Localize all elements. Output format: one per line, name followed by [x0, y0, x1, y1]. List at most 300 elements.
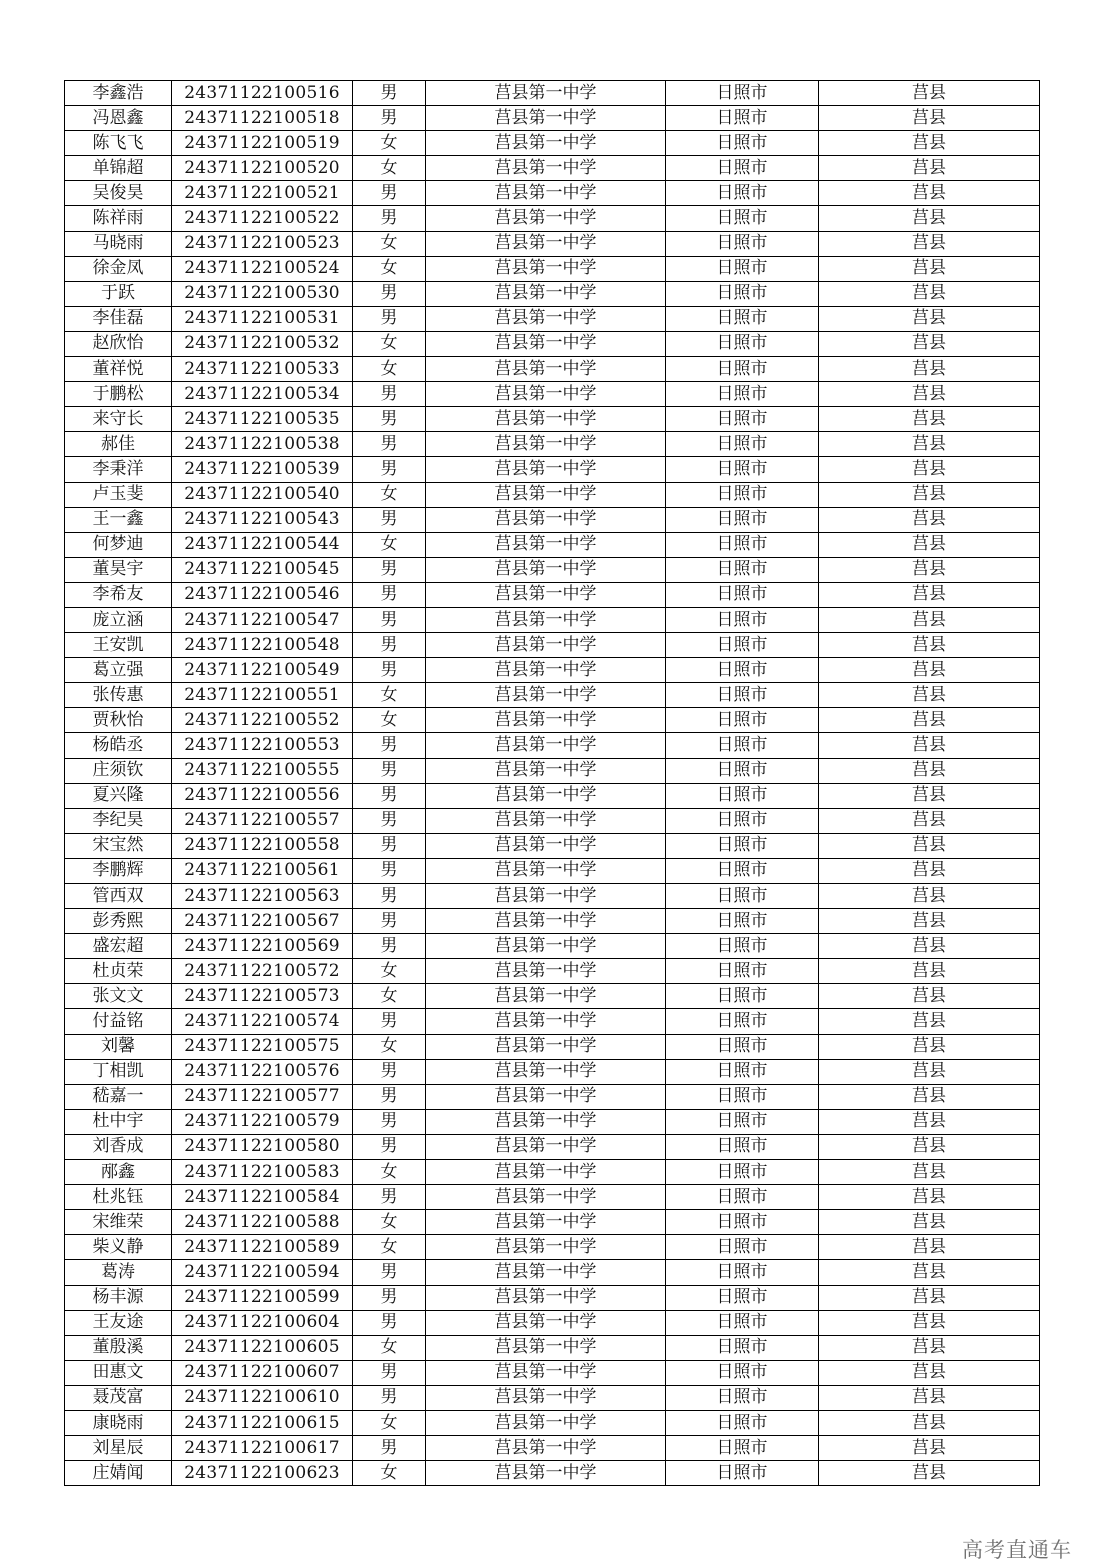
table-row: [65, 733, 1040, 758]
gender-cell: 女: [353, 331, 426, 356]
student-name-cell: 吴俊昊: [65, 181, 172, 206]
student-name-cell: 王友途: [65, 1310, 172, 1335]
county-cell: 莒县: [819, 1360, 1040, 1385]
school-name-cell: 莒县第一中学: [426, 959, 666, 984]
county-cell: 莒县: [819, 733, 1040, 758]
school-name-cell: 莒县第一中学: [426, 331, 666, 356]
school-name-cell: 莒县第一中学: [426, 106, 666, 131]
gender-cell: 男: [353, 833, 426, 858]
city-cell: 日照市: [666, 607, 819, 632]
table-row: [65, 181, 1040, 206]
city-cell: 日照市: [666, 833, 819, 858]
county-cell: 莒县: [819, 81, 1040, 106]
school-name-cell: 莒县第一中学: [426, 1335, 666, 1360]
student-name-cell: 邴鑫: [65, 1160, 172, 1185]
table-row: [65, 1235, 1040, 1260]
county-cell: 莒县: [819, 1185, 1040, 1210]
gender-cell: 男: [353, 407, 426, 432]
county-cell: 莒县: [819, 557, 1040, 582]
county-cell: 莒县: [819, 1134, 1040, 1159]
exam-number-cell: 24371122100557: [172, 808, 353, 833]
gender-cell: 女: [353, 1335, 426, 1360]
exam-number-cell: 24371122100594: [172, 1260, 353, 1285]
student-name-cell: 郝佳: [65, 432, 172, 457]
exam-number-cell: 24371122100524: [172, 256, 353, 281]
student-name-cell: 杨丰源: [65, 1285, 172, 1310]
school-name-cell: 莒县第一中学: [426, 206, 666, 231]
city-cell: 日照市: [666, 156, 819, 181]
city-cell: 日照市: [666, 1034, 819, 1059]
exam-number-cell: 24371122100583: [172, 1160, 353, 1185]
county-cell: 莒县: [819, 357, 1040, 382]
gender-cell: 男: [353, 1385, 426, 1410]
school-name-cell: 莒县第一中学: [426, 131, 666, 156]
table-row: [65, 1034, 1040, 1059]
table-row: [65, 81, 1040, 106]
gender-cell: 男: [353, 633, 426, 658]
county-cell: 莒县: [819, 1009, 1040, 1034]
gender-cell: 男: [353, 1059, 426, 1084]
gender-cell: 女: [353, 357, 426, 382]
county-cell: 莒县: [819, 1461, 1040, 1486]
school-name-cell: 莒县第一中学: [426, 81, 666, 106]
table-row: [65, 909, 1040, 934]
table-row: [65, 1410, 1040, 1435]
exam-number-cell: 24371122100607: [172, 1360, 353, 1385]
city-cell: 日照市: [666, 457, 819, 482]
gender-cell: 女: [353, 1235, 426, 1260]
student-name-cell: 付益铭: [65, 1009, 172, 1034]
county-cell: 莒县: [819, 1335, 1040, 1360]
exam-number-cell: 24371122100573: [172, 984, 353, 1009]
gender-cell: 男: [353, 507, 426, 532]
county-cell: 莒县: [819, 909, 1040, 934]
school-name-cell: 莒县第一中学: [426, 457, 666, 482]
gender-cell: 男: [353, 658, 426, 683]
exam-number-cell: 24371122100575: [172, 1034, 353, 1059]
gender-cell: 女: [353, 1160, 426, 1185]
county-cell: 莒县: [819, 156, 1040, 181]
table-row: [65, 1009, 1040, 1034]
student-name-cell: 赵欣怡: [65, 331, 172, 356]
exam-number-cell: 24371122100604: [172, 1310, 353, 1335]
school-name-cell: 莒县第一中学: [426, 1285, 666, 1310]
student-name-cell: 彭秀熙: [65, 909, 172, 934]
gender-cell: 男: [353, 733, 426, 758]
student-name-cell: 嵇嘉一: [65, 1084, 172, 1109]
city-cell: 日照市: [666, 909, 819, 934]
gender-cell: 男: [353, 934, 426, 959]
county-cell: 莒县: [819, 858, 1040, 883]
school-name-cell: 莒县第一中学: [426, 984, 666, 1009]
city-cell: 日照市: [666, 1260, 819, 1285]
county-cell: 莒县: [819, 432, 1040, 457]
county-cell: 莒县: [819, 808, 1040, 833]
gender-cell: 女: [353, 683, 426, 708]
table-row: [65, 482, 1040, 507]
county-cell: 莒县: [819, 683, 1040, 708]
county-cell: 莒县: [819, 306, 1040, 331]
table-row: [65, 607, 1040, 632]
school-name-cell: 莒县第一中学: [426, 231, 666, 256]
county-cell: 莒县: [819, 482, 1040, 507]
city-cell: 日照市: [666, 281, 819, 306]
student-name-cell: 李纪昊: [65, 808, 172, 833]
student-name-cell: 杜中宇: [65, 1109, 172, 1134]
city-cell: 日照市: [666, 1134, 819, 1159]
table-row: [65, 407, 1040, 432]
gender-cell: 男: [353, 106, 426, 131]
gender-cell: 女: [353, 1461, 426, 1486]
county-cell: 莒县: [819, 934, 1040, 959]
exam-number-cell: 24371122100549: [172, 658, 353, 683]
school-name-cell: 莒县第一中学: [426, 783, 666, 808]
exam-number-cell: 24371122100521: [172, 181, 353, 206]
gender-cell: 男: [353, 1009, 426, 1034]
student-roster-table: [64, 80, 1040, 1486]
exam-number-cell: 24371122100556: [172, 783, 353, 808]
exam-number-cell: 24371122100531: [172, 306, 353, 331]
exam-number-cell: 24371122100588: [172, 1210, 353, 1235]
county-cell: 莒县: [819, 1160, 1040, 1185]
city-cell: 日照市: [666, 733, 819, 758]
watermark-text: 高考直通车: [962, 1538, 1072, 1562]
gender-cell: 女: [353, 231, 426, 256]
gender-cell: 男: [353, 1260, 426, 1285]
exam-number-cell: 24371122100548: [172, 633, 353, 658]
roster-body: [65, 81, 1040, 1486]
table-row: [65, 231, 1040, 256]
school-name-cell: 莒县第一中学: [426, 934, 666, 959]
gender-cell: 男: [353, 1436, 426, 1461]
city-cell: 日照市: [666, 934, 819, 959]
student-name-cell: 李希友: [65, 582, 172, 607]
city-cell: 日照市: [666, 858, 819, 883]
gender-cell: 男: [353, 432, 426, 457]
city-cell: 日照市: [666, 1210, 819, 1235]
table-row: [65, 1134, 1040, 1159]
exam-number-cell: 24371122100540: [172, 482, 353, 507]
exam-number-cell: 24371122100551: [172, 683, 353, 708]
gender-cell: 男: [353, 607, 426, 632]
city-cell: 日照市: [666, 1410, 819, 1435]
gender-cell: 女: [353, 959, 426, 984]
school-name-cell: 莒县第一中学: [426, 1160, 666, 1185]
city-cell: 日照市: [666, 1385, 819, 1410]
school-name-cell: 莒县第一中学: [426, 181, 666, 206]
exam-number-cell: 24371122100580: [172, 1134, 353, 1159]
school-name-cell: 莒县第一中学: [426, 1210, 666, 1235]
county-cell: 莒县: [819, 1235, 1040, 1260]
student-name-cell: 贾秋怡: [65, 708, 172, 733]
city-cell: 日照市: [666, 1461, 819, 1486]
exam-number-cell: 24371122100623: [172, 1461, 353, 1486]
gender-cell: 女: [353, 256, 426, 281]
table-row: [65, 1160, 1040, 1185]
school-name-cell: 莒县第一中学: [426, 306, 666, 331]
county-cell: 莒县: [819, 1310, 1040, 1335]
gender-cell: 男: [353, 1310, 426, 1335]
school-name-cell: 莒县第一中学: [426, 482, 666, 507]
gender-cell: 女: [353, 482, 426, 507]
school-name-cell: 莒县第一中学: [426, 1134, 666, 1159]
student-name-cell: 张文文: [65, 984, 172, 1009]
school-name-cell: 莒县第一中学: [426, 1235, 666, 1260]
city-cell: 日照市: [666, 1059, 819, 1084]
county-cell: 莒县: [819, 407, 1040, 432]
city-cell: 日照市: [666, 1084, 819, 1109]
county-cell: 莒县: [819, 633, 1040, 658]
city-cell: 日照市: [666, 758, 819, 783]
gender-cell: 女: [353, 1210, 426, 1235]
county-cell: 莒县: [819, 231, 1040, 256]
school-name-cell: 莒县第一中学: [426, 281, 666, 306]
city-cell: 日照市: [666, 206, 819, 231]
school-name-cell: 莒县第一中学: [426, 909, 666, 934]
gender-cell: 男: [353, 1360, 426, 1385]
gender-cell: 男: [353, 783, 426, 808]
table-row: [65, 984, 1040, 1009]
school-name-cell: 莒县第一中学: [426, 884, 666, 909]
county-cell: 莒县: [819, 607, 1040, 632]
exam-number-cell: 24371122100572: [172, 959, 353, 984]
city-cell: 日照市: [666, 1009, 819, 1034]
exam-number-cell: 24371122100522: [172, 206, 353, 231]
table-row: [65, 357, 1040, 382]
gender-cell: 男: [353, 181, 426, 206]
table-row: [65, 783, 1040, 808]
county-cell: 莒县: [819, 206, 1040, 231]
table-row: [65, 1109, 1040, 1134]
student-name-cell: 刘馨: [65, 1034, 172, 1059]
student-name-cell: 来守长: [65, 407, 172, 432]
gender-cell: 女: [353, 532, 426, 557]
table-row: [65, 959, 1040, 984]
table-row: [65, 1385, 1040, 1410]
student-name-cell: 卢玉斐: [65, 482, 172, 507]
school-name-cell: 莒县第一中学: [426, 858, 666, 883]
gender-cell: 女: [353, 1034, 426, 1059]
student-name-cell: 何梦迪: [65, 532, 172, 557]
table-row: [65, 934, 1040, 959]
exam-number-cell: 24371122100561: [172, 858, 353, 883]
city-cell: 日照市: [666, 959, 819, 984]
county-cell: 莒县: [819, 833, 1040, 858]
city-cell: 日照市: [666, 432, 819, 457]
table-row: [65, 331, 1040, 356]
exam-number-cell: 24371122100543: [172, 507, 353, 532]
table-row: [65, 206, 1040, 231]
city-cell: 日照市: [666, 231, 819, 256]
city-cell: 日照市: [666, 81, 819, 106]
student-name-cell: 王一鑫: [65, 507, 172, 532]
table-row: [65, 1285, 1040, 1310]
gender-cell: 男: [353, 1134, 426, 1159]
exam-number-cell: 24371122100605: [172, 1335, 353, 1360]
gender-cell: 男: [353, 457, 426, 482]
county-cell: 莒县: [819, 1410, 1040, 1435]
county-cell: 莒县: [819, 1385, 1040, 1410]
student-name-cell: 庄婧闻: [65, 1461, 172, 1486]
student-name-cell: 李秉洋: [65, 457, 172, 482]
exam-number-cell: 24371122100520: [172, 156, 353, 181]
exam-number-cell: 24371122100563: [172, 884, 353, 909]
gender-cell: 男: [353, 306, 426, 331]
county-cell: 莒县: [819, 1084, 1040, 1109]
student-name-cell: 董祥悦: [65, 357, 172, 382]
city-cell: 日照市: [666, 1335, 819, 1360]
student-name-cell: 于跃: [65, 281, 172, 306]
city-cell: 日照市: [666, 1235, 819, 1260]
school-name-cell: 莒县第一中学: [426, 758, 666, 783]
table-row: [65, 131, 1040, 156]
table-row: [65, 532, 1040, 557]
gender-cell: 女: [353, 1410, 426, 1435]
exam-number-cell: 24371122100589: [172, 1235, 353, 1260]
school-name-cell: 莒县第一中学: [426, 1109, 666, 1134]
school-name-cell: 莒县第一中学: [426, 833, 666, 858]
school-name-cell: 莒县第一中学: [426, 733, 666, 758]
city-cell: 日照市: [666, 106, 819, 131]
table-row: [65, 1185, 1040, 1210]
exam-number-cell: 24371122100617: [172, 1436, 353, 1461]
student-name-cell: 李鹏辉: [65, 858, 172, 883]
student-name-cell: 宋宝然: [65, 833, 172, 858]
exam-number-cell: 24371122100516: [172, 81, 353, 106]
county-cell: 莒县: [819, 959, 1040, 984]
exam-number-cell: 24371122100535: [172, 407, 353, 432]
table-row: [65, 758, 1040, 783]
city-cell: 日照市: [666, 407, 819, 432]
school-name-cell: 莒县第一中学: [426, 507, 666, 532]
table-row: [65, 633, 1040, 658]
gender-cell: 男: [353, 382, 426, 407]
exam-number-cell: 24371122100533: [172, 357, 353, 382]
exam-number-cell: 24371122100610: [172, 1385, 353, 1410]
city-cell: 日照市: [666, 1310, 819, 1335]
student-name-cell: 单锦超: [65, 156, 172, 181]
exam-number-cell: 24371122100577: [172, 1084, 353, 1109]
student-name-cell: 王安凯: [65, 633, 172, 658]
exam-number-cell: 24371122100534: [172, 382, 353, 407]
city-cell: 日照市: [666, 884, 819, 909]
student-name-cell: 马晓雨: [65, 231, 172, 256]
school-name-cell: 莒县第一中学: [426, 156, 666, 181]
table-row: [65, 1260, 1040, 1285]
gender-cell: 男: [353, 858, 426, 883]
exam-number-cell: 24371122100523: [172, 231, 353, 256]
exam-number-cell: 24371122100574: [172, 1009, 353, 1034]
table-row: [65, 507, 1040, 532]
school-name-cell: 莒县第一中学: [426, 1185, 666, 1210]
table-row: [65, 432, 1040, 457]
city-cell: 日照市: [666, 256, 819, 281]
student-name-cell: 盛宏超: [65, 934, 172, 959]
school-name-cell: 莒县第一中学: [426, 658, 666, 683]
table-row: [65, 858, 1040, 883]
table-row: [65, 457, 1040, 482]
city-cell: 日照市: [666, 658, 819, 683]
student-name-cell: 刘香成: [65, 1134, 172, 1159]
table-row: [65, 683, 1040, 708]
city-cell: 日照市: [666, 1436, 819, 1461]
gender-cell: 男: [353, 884, 426, 909]
exam-number-cell: 24371122100555: [172, 758, 353, 783]
county-cell: 莒县: [819, 106, 1040, 131]
table-row: [65, 557, 1040, 582]
student-name-cell: 庄须钦: [65, 758, 172, 783]
city-cell: 日照市: [666, 783, 819, 808]
gender-cell: 女: [353, 708, 426, 733]
gender-cell: 男: [353, 808, 426, 833]
city-cell: 日照市: [666, 808, 819, 833]
city-cell: 日照市: [666, 507, 819, 532]
gender-cell: 男: [353, 281, 426, 306]
exam-number-cell: 24371122100615: [172, 1410, 353, 1435]
school-name-cell: 莒县第一中学: [426, 407, 666, 432]
county-cell: 莒县: [819, 708, 1040, 733]
school-name-cell: 莒县第一中学: [426, 1461, 666, 1486]
exam-number-cell: 24371122100530: [172, 281, 353, 306]
school-name-cell: 莒县第一中学: [426, 1084, 666, 1109]
student-name-cell: 于鹏松: [65, 382, 172, 407]
city-cell: 日照市: [666, 1285, 819, 1310]
school-name-cell: 莒县第一中学: [426, 1436, 666, 1461]
school-name-cell: 莒县第一中学: [426, 683, 666, 708]
exam-number-cell: 24371122100552: [172, 708, 353, 733]
school-name-cell: 莒县第一中学: [426, 432, 666, 457]
table-row: [65, 256, 1040, 281]
student-name-cell: 李佳磊: [65, 306, 172, 331]
school-name-cell: 莒县第一中学: [426, 1310, 666, 1335]
student-name-cell: 张传惠: [65, 683, 172, 708]
student-name-cell: 董殷溪: [65, 1335, 172, 1360]
gender-cell: 女: [353, 156, 426, 181]
exam-number-cell: 24371122100576: [172, 1059, 353, 1084]
exam-number-cell: 24371122100558: [172, 833, 353, 858]
city-cell: 日照市: [666, 331, 819, 356]
student-name-cell: 丁相凯: [65, 1059, 172, 1084]
table-row: [65, 1461, 1040, 1486]
student-name-cell: 陈祥雨: [65, 206, 172, 231]
gender-cell: 女: [353, 131, 426, 156]
exam-number-cell: 24371122100532: [172, 331, 353, 356]
table-row: [65, 1059, 1040, 1084]
table-row: [65, 808, 1040, 833]
table-row: [65, 306, 1040, 331]
county-cell: 莒县: [819, 131, 1040, 156]
school-name-cell: 莒县第一中学: [426, 582, 666, 607]
school-name-cell: 莒县第一中学: [426, 1059, 666, 1084]
table-row: [65, 884, 1040, 909]
city-cell: 日照市: [666, 683, 819, 708]
student-name-cell: 李鑫浩: [65, 81, 172, 106]
county-cell: 莒县: [819, 532, 1040, 557]
city-cell: 日照市: [666, 984, 819, 1009]
table-row: [65, 1084, 1040, 1109]
student-name-cell: 葛立强: [65, 658, 172, 683]
school-name-cell: 莒县第一中学: [426, 808, 666, 833]
table-row: [65, 1310, 1040, 1335]
gender-cell: 男: [353, 758, 426, 783]
student-name-cell: 冯恩鑫: [65, 106, 172, 131]
city-cell: 日照市: [666, 1360, 819, 1385]
school-name-cell: 莒县第一中学: [426, 357, 666, 382]
county-cell: 莒县: [819, 281, 1040, 306]
student-name-cell: 杨皓丞: [65, 733, 172, 758]
city-cell: 日照市: [666, 708, 819, 733]
student-name-cell: 陈飞飞: [65, 131, 172, 156]
